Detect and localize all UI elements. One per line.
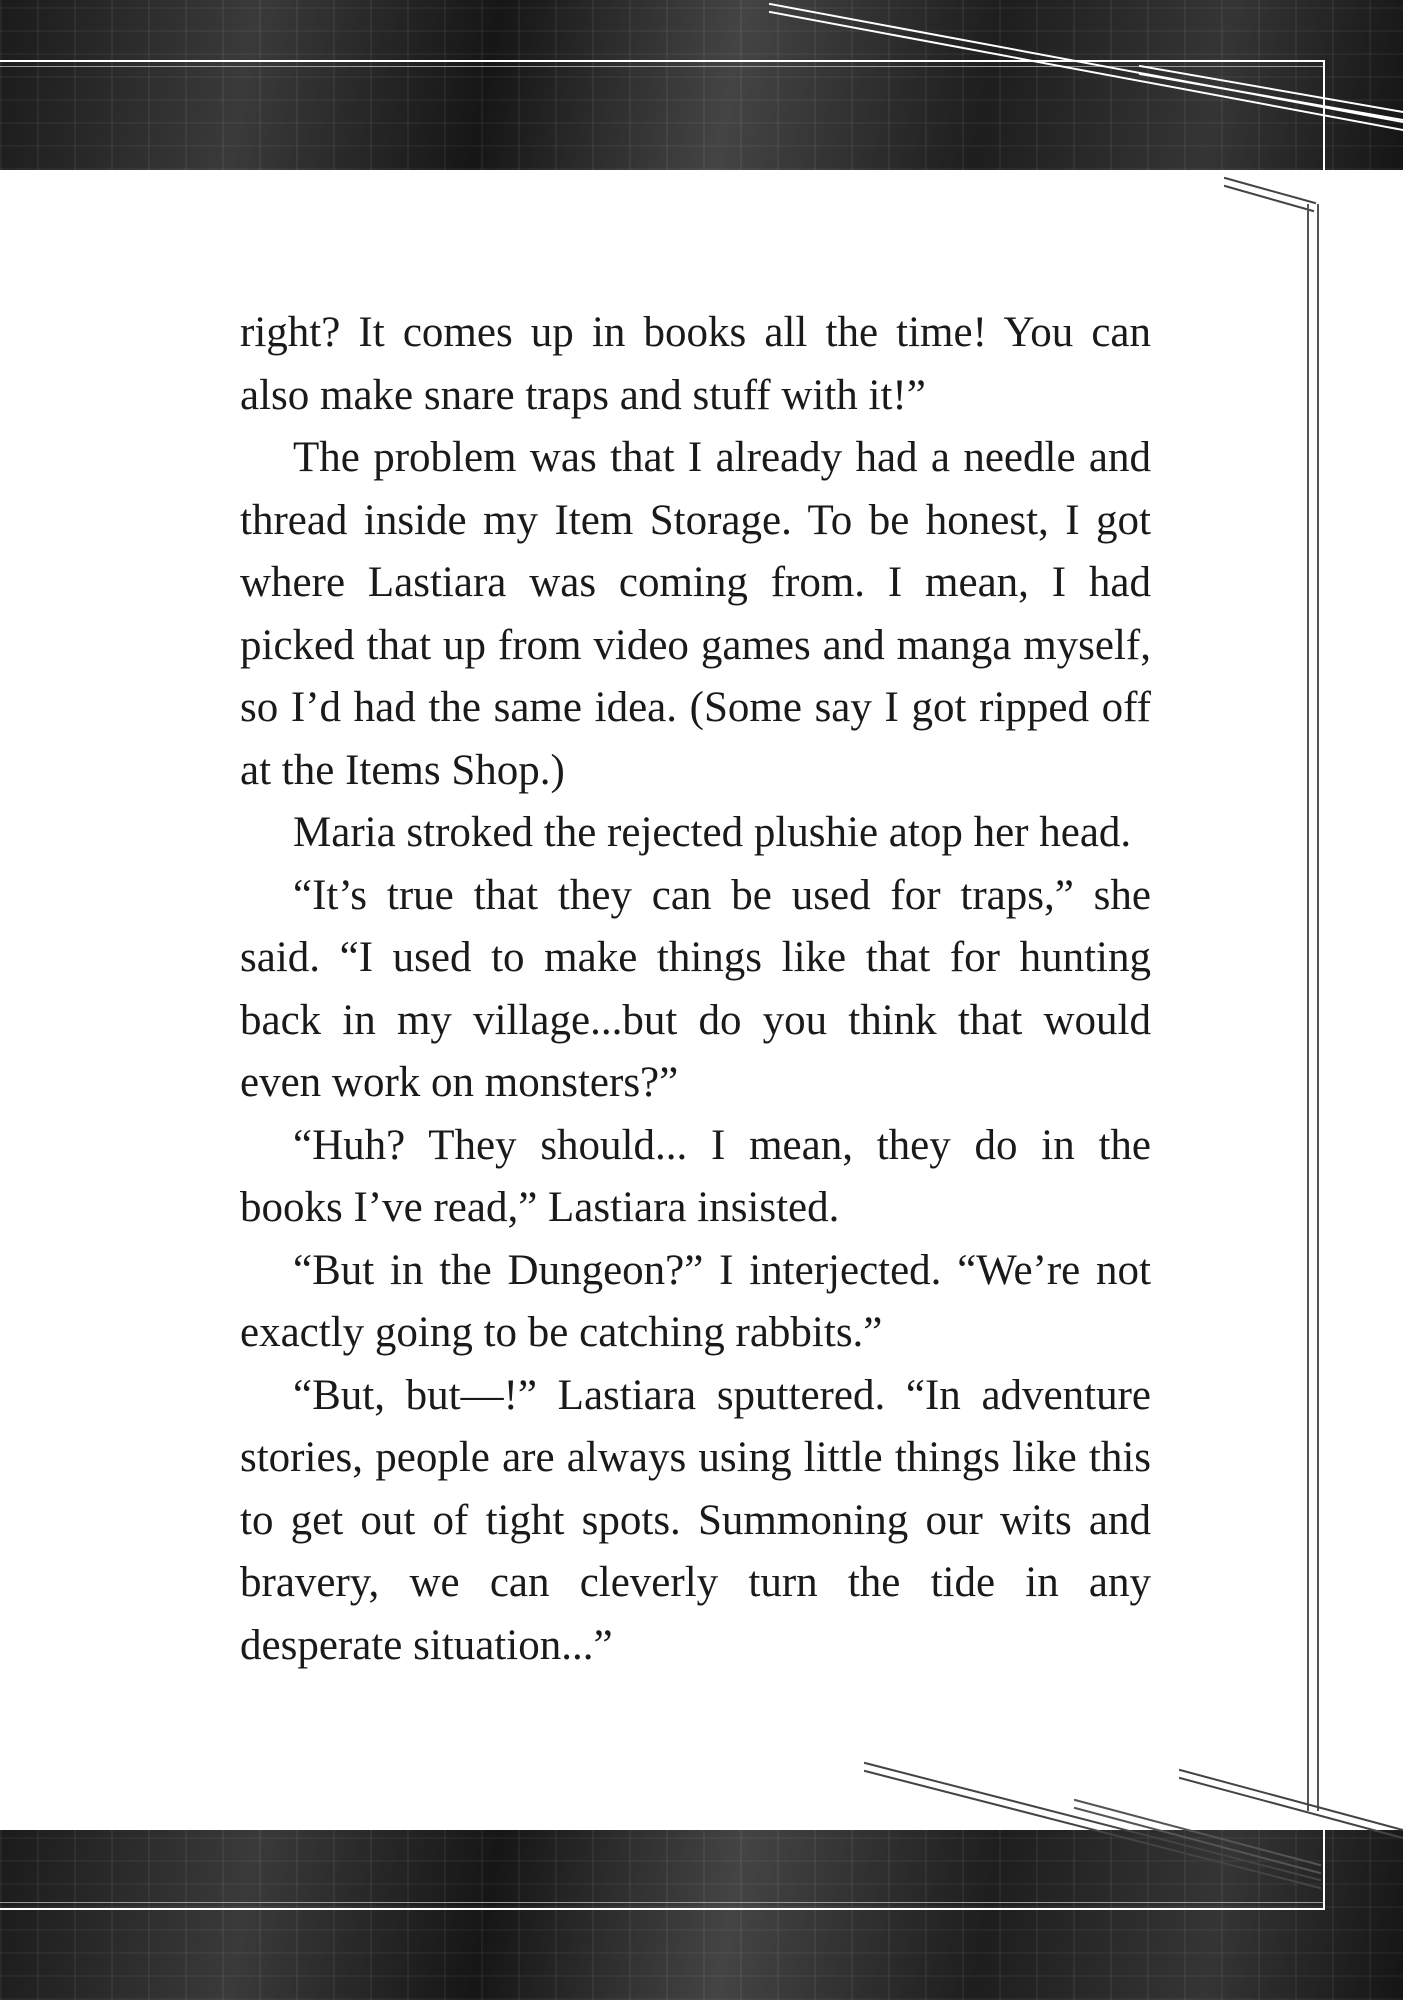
paragraph: The problem was that I already had a needle and thread inside my Item Storage. To be honest, I got where Lastiara was coming from. I mean, I had picked that up from video games and manga myself, so I’d had the same idea. (Some say I got ripped off at the Items Shop.) [240, 434, 1151, 794]
top-decorative-band [0, 0, 1403, 170]
top-frame-line [0, 60, 1325, 62]
paragraph: “But in the Dungeon?” I interjected. “We’re not exactly going to be catching rabbits.” [240, 1246, 1151, 1356]
paragraph: Maria stroked the rejected plushie atop her head. [293, 809, 1132, 856]
body-text [240, 302, 1151, 1677]
bottom-frame-line [0, 1908, 1325, 1910]
paragraph: “Huh? They should... I mean, they do in the books I’ve read,” Lastiara insisted. [240, 1121, 1151, 1231]
right-frame-line-bottom [1323, 1780, 1325, 1910]
paragraph: “But, but—!” Lastiara sputtered. “In adventure stories, people are always using little things like this to get out of tight spots. Summoning our wits and bravery, we can cleverly turn the tide in any desperate situation...” [240, 1371, 1151, 1669]
paragraph: right? It comes up in books all the time! You can also make snare traps and stuff with it!” [240, 309, 1151, 419]
paragraph: “It’s true that they can be used for traps,” she said. “I used to make things like that for hunting back in my village...but do you think that would even work on monsters?” [240, 871, 1151, 1106]
bottom-frame-line-inner [0, 1902, 1325, 1903]
top-frame-line-inner [0, 66, 1325, 67]
right-frame-line-top [1323, 60, 1325, 205]
bottom-decorative-band [0, 1830, 1403, 2000]
